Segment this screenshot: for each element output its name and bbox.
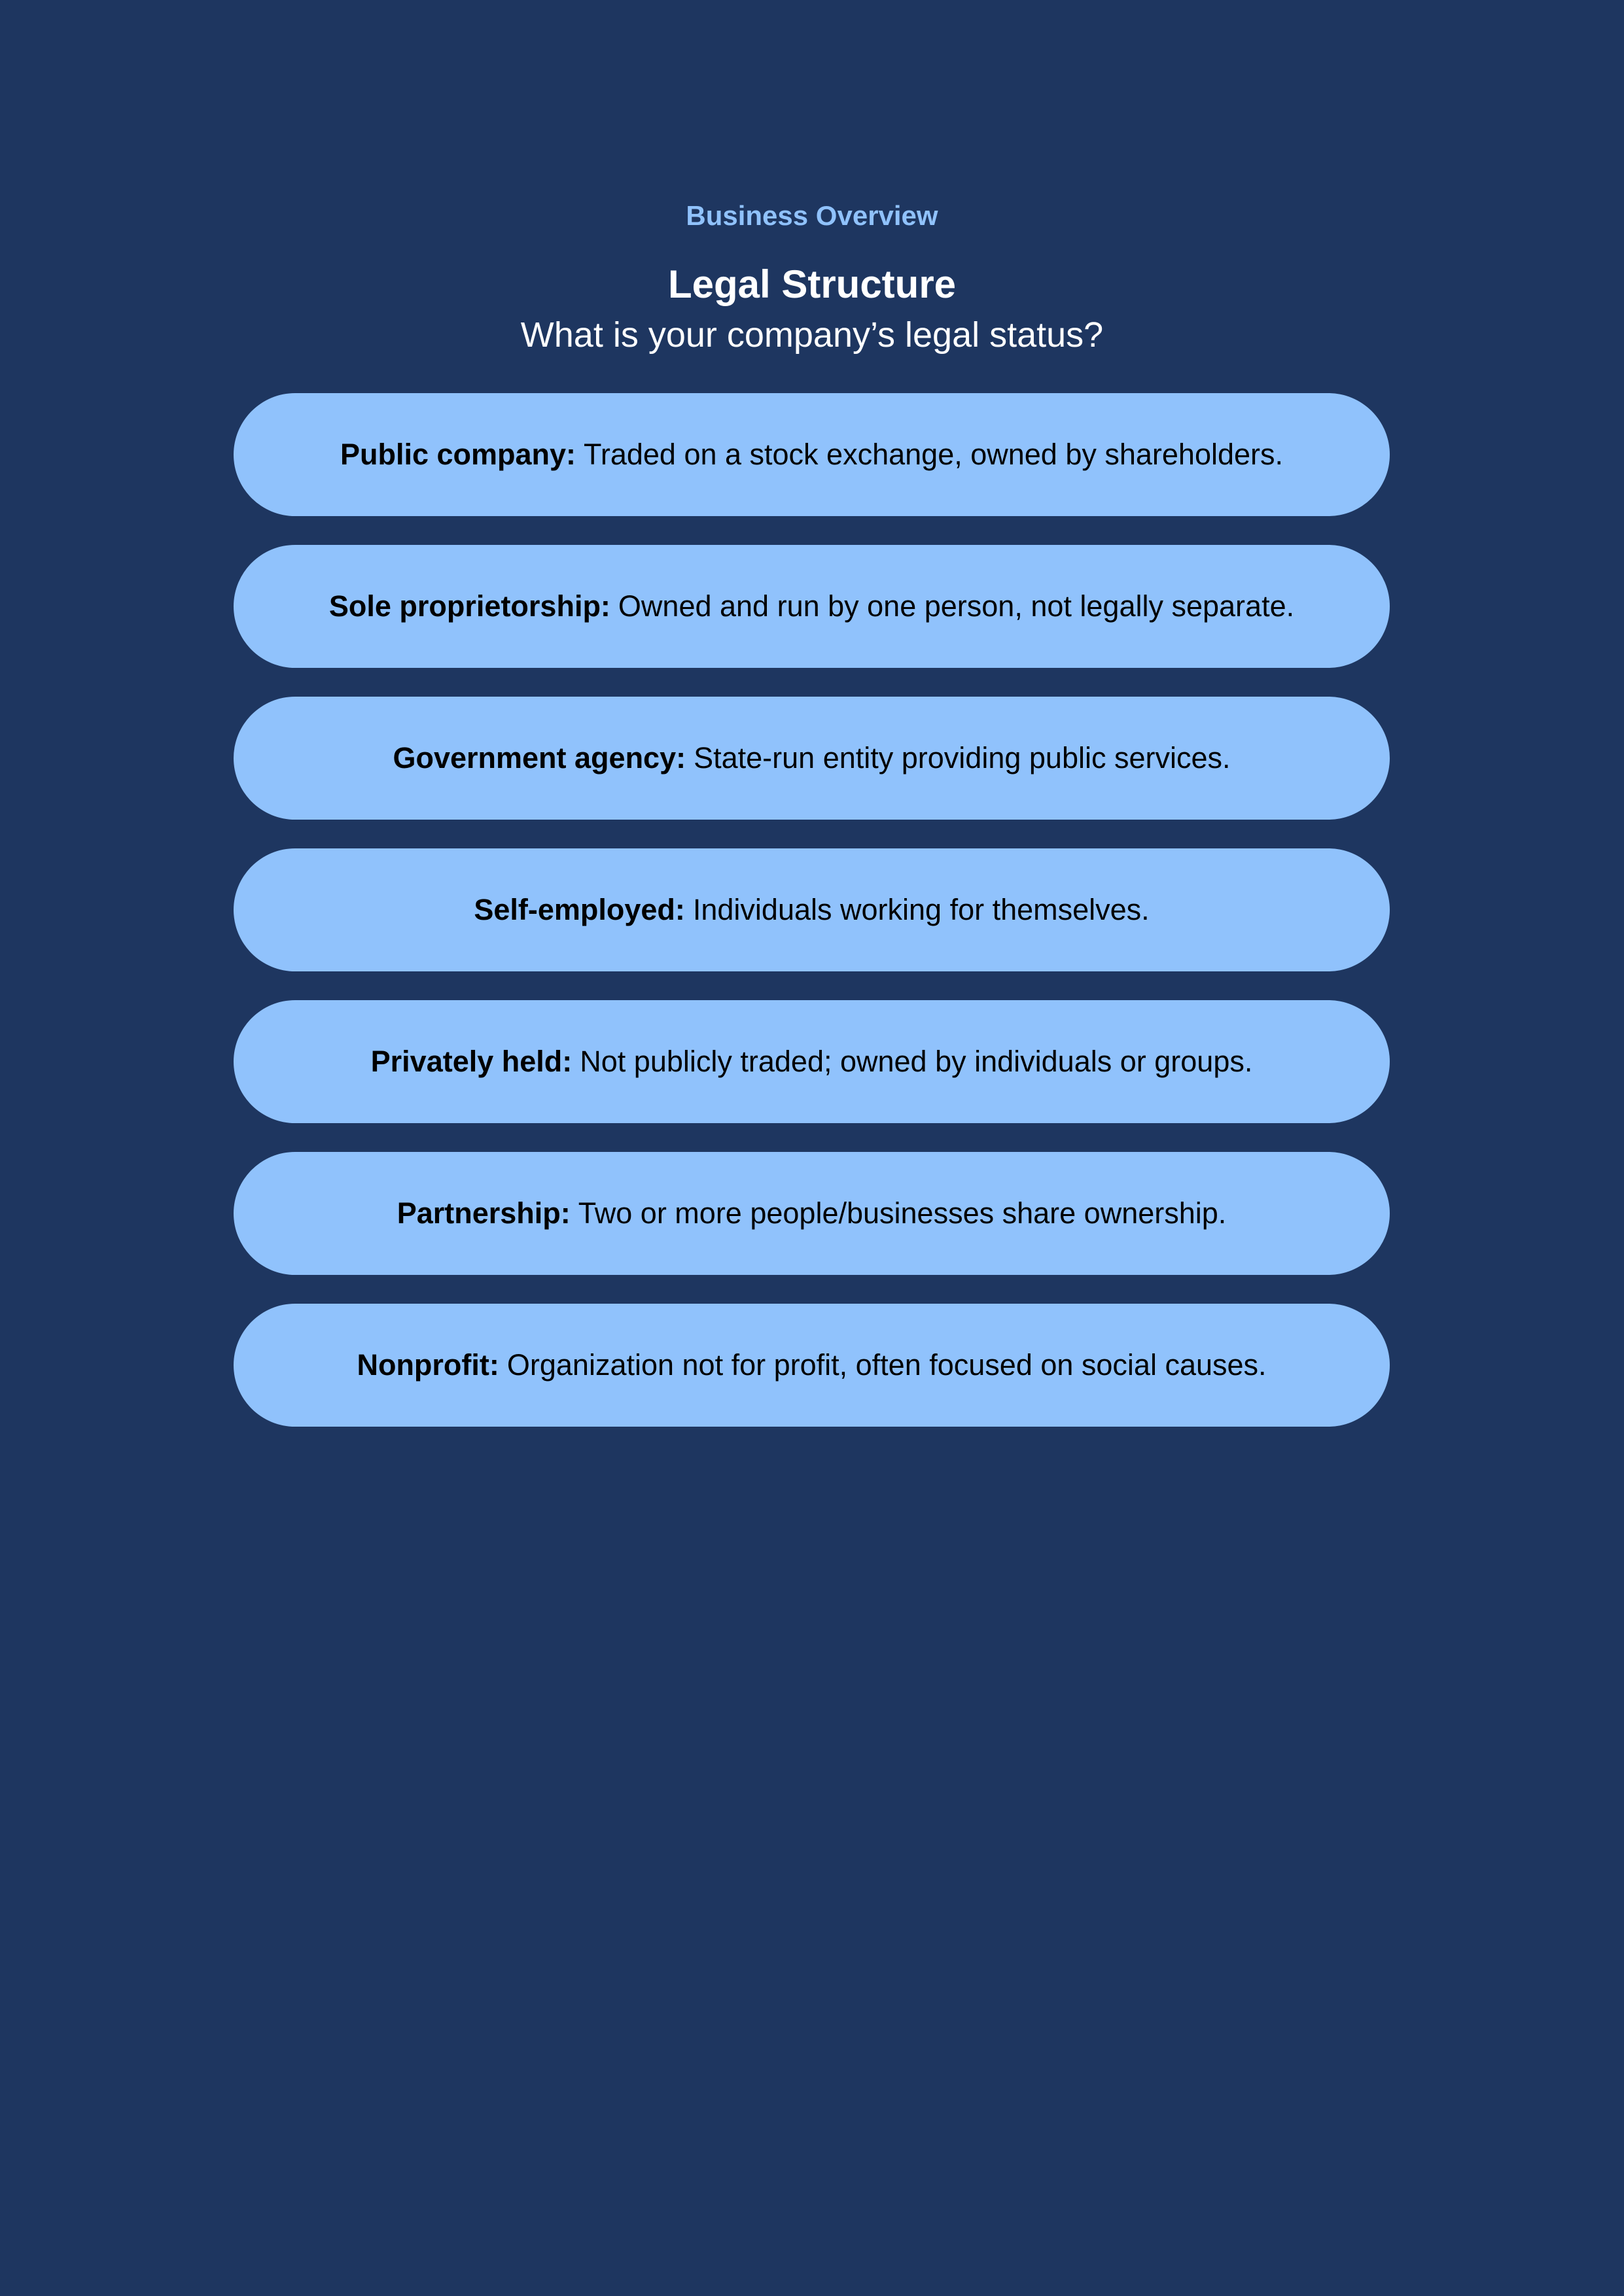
option-description: Organization not for profit, often focused on social causes. — [506, 1348, 1267, 1382]
option-nonprofit[interactable] — [234, 1304, 1390, 1427]
option-description: State-run entity providing public services. — [694, 741, 1231, 774]
option-sole-proprietorship[interactable] — [234, 545, 1390, 668]
option-public-company[interactable] — [234, 393, 1390, 516]
option-term: Government agency: — [393, 741, 686, 774]
option-term: Self-employed: — [474, 893, 685, 926]
option-self-employed[interactable] — [234, 848, 1390, 971]
option-term: Nonprofit: — [357, 1348, 499, 1382]
option-term: Privately held: — [370, 1045, 573, 1078]
option-description: Individuals working for themselves. — [692, 893, 1150, 926]
option-description: Two or more people/businesses share ownership. — [578, 1196, 1227, 1230]
page-title: Legal Structure — [667, 262, 957, 306]
option-partnership[interactable] — [234, 1152, 1390, 1275]
option-description: Owned and run by one person, not legally separate. — [618, 589, 1295, 623]
option-privately-held[interactable] — [234, 1000, 1390, 1123]
option-term: Public company: — [340, 438, 576, 471]
option-term: Sole proprietorship: — [328, 589, 610, 623]
options-list — [234, 393, 1390, 1455]
question-text: What is your company’s legal status? — [520, 315, 1104, 355]
option-description: Not publicly traded; owned by individuals or groups. — [580, 1045, 1253, 1078]
option-term: Partnership: — [397, 1196, 571, 1230]
section-label: Business Overview — [686, 200, 938, 231]
option-government-agency[interactable] — [234, 697, 1390, 820]
option-description: Traded on a stock exchange, owned by shareholders. — [584, 438, 1284, 471]
